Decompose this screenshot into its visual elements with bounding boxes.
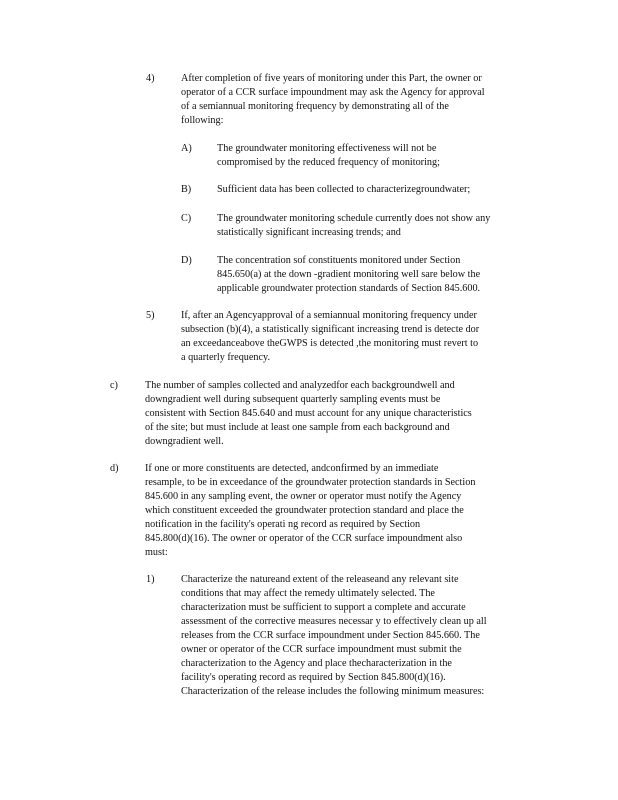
text-line: The groundwater monitoring schedule currently does not show any [217, 213, 491, 224]
text-line: The concentration sof constituents monitored under Section [217, 255, 461, 266]
text-line: following: [181, 115, 224, 126]
item-label: 4) [146, 73, 155, 84]
text-line: After completion of five years of monitoring under this Part, the owner or [181, 73, 482, 84]
text-line: downgradient well. [145, 436, 224, 447]
text-line: Characterization of the release includes the following minimum measures: [181, 686, 485, 697]
item-text [181, 72, 536, 128]
text-line: conditions that may affect the remedy ultimately selected. The [181, 588, 435, 599]
item-label: d) [110, 463, 119, 474]
text-line: a quarterly frequency. [181, 352, 270, 363]
item-label: 5) [146, 310, 155, 321]
item-text [217, 142, 537, 170]
text-line: Characterize the natureand extent of the releaseand any relevant site [181, 574, 459, 585]
text-line: of a semiannual monitoring frequency by demonstrating all of the [181, 101, 449, 112]
text-line: downgradient well during subsequent quarterly sampling events must be [145, 394, 441, 405]
text-line: If one or more constituents are detected, andconfirmed by an immediate [145, 463, 439, 474]
item-text [217, 212, 537, 240]
text-line: subsection (b)(4), a statistically significant increasing trend is detecte dor [181, 324, 480, 335]
text-line: If, after an Agencyapproval of a semiannual monitoring frequency under [181, 310, 477, 321]
item-label: A) [181, 143, 192, 154]
text-line: characterization must be sufficient to support a complete and accurate [181, 602, 466, 613]
text-line: an exceedanceabove theGWPS is detected ,the monitoring must revert to [181, 338, 479, 349]
text-line: facility's operating record as required by Section 845.800(d)(16). [181, 672, 446, 683]
item-text [181, 309, 536, 365]
item-label: D) [181, 255, 192, 266]
text-line: compromised by the reduced frequency of monitoring; [217, 157, 440, 168]
text-line: of the site; but must include at least one sample from each background and [145, 422, 450, 433]
text-line: The number of samples collected and analyzedfor each backgroundwell and [145, 380, 455, 391]
text-line: characterization to the Agency and place thecharacterization in the [181, 658, 452, 669]
text-line: owner or operator of the CCR surface impoundment must submit the [181, 644, 462, 655]
item-text [145, 379, 537, 449]
item-text [145, 462, 537, 560]
text-line: must: [145, 547, 168, 558]
item-text [217, 254, 537, 296]
text-line: 845.650(a) at the down -gradient monitoring well sare below the [217, 269, 481, 280]
text-line: which constituent exceeded the groundwater protection standard and place the [145, 505, 464, 516]
text-line: operator of a CCR surface impoundment may ask the Agency for approval [181, 87, 485, 98]
text-line: assessment of the corrective measures necessar y to effectively clean up all [181, 616, 487, 627]
text-line: The groundwater monitoring effectiveness will not be [217, 143, 437, 154]
item-label: c) [110, 380, 118, 391]
item-label: 1) [146, 574, 155, 585]
text-line: notification in the facility's operati ng record as required by Section [145, 519, 421, 530]
text-line: consistent with Section 845.640 and must account for any unique characteristics [145, 408, 472, 419]
item-label: C) [181, 213, 192, 224]
item-label: B) [181, 184, 192, 195]
item-text [181, 573, 537, 699]
text-line: Sufficient data has been collected to characterizegroundwater; [217, 184, 471, 195]
text-line: 845.600 in any sampling event, the owner or operator must notify the Agency [145, 491, 462, 502]
text-line: applicable groundwater protection standards of Section 845.600. [217, 283, 481, 294]
text-line: statistically significant increasing trends; and [217, 227, 401, 238]
text-line: resample, to be in exceedance of the groundwater protection standards in Section [145, 477, 476, 488]
text-line: 845.800(d)(16). The owner or operator of the CCR surface impoundment also [145, 533, 463, 544]
text-line: releases from the CCR surface impoundment under Section 845.660. The [181, 630, 480, 641]
item-text [217, 183, 537, 197]
